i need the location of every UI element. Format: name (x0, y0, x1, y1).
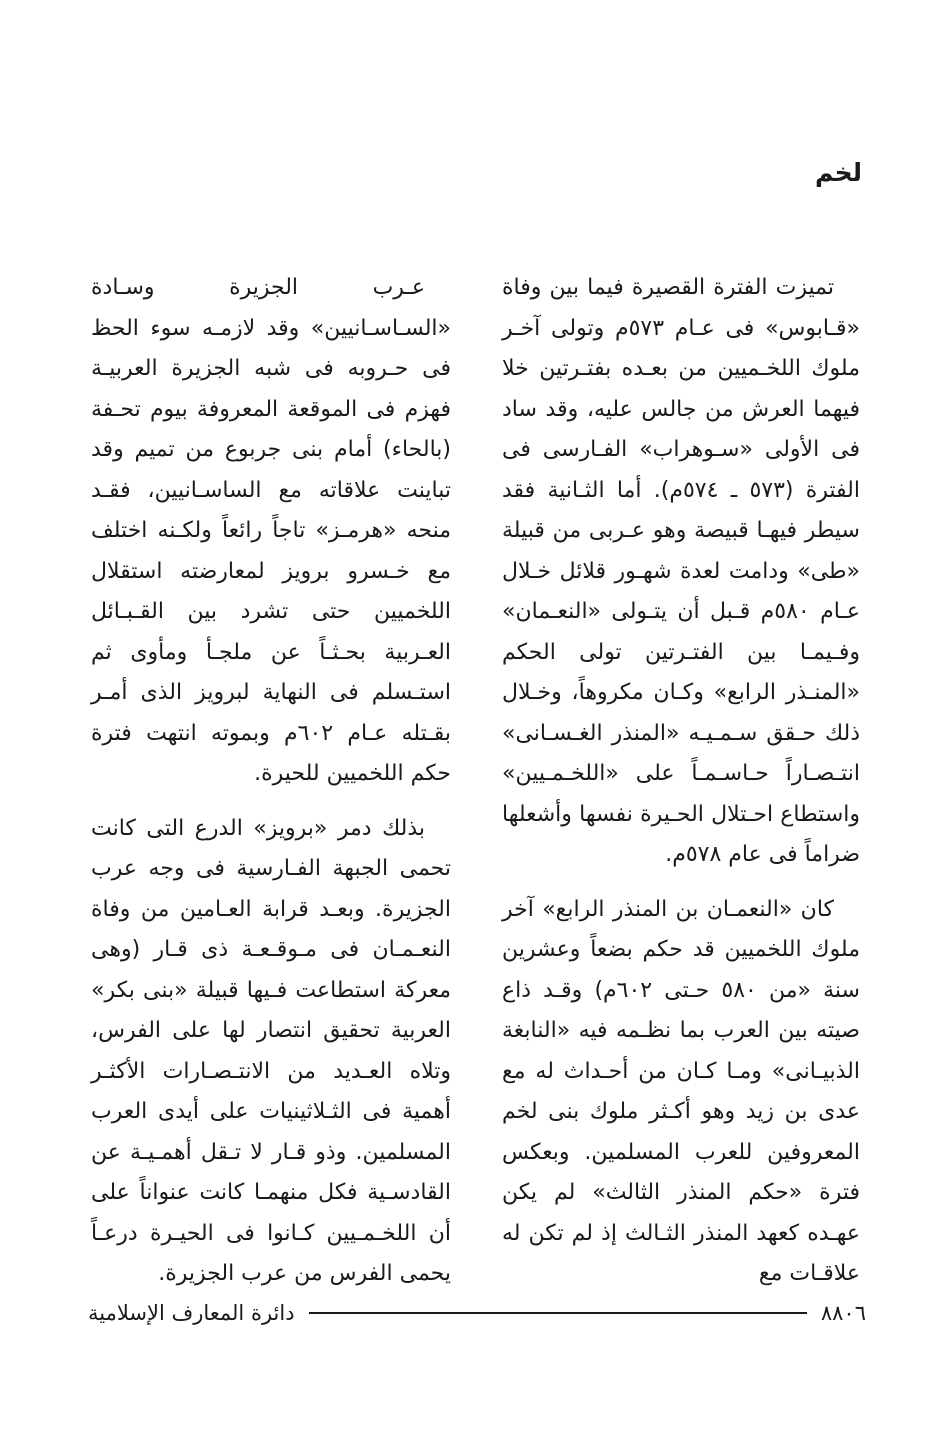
page-number: ٨٨٠٦ (820, 1301, 866, 1325)
page-footer (88, 1295, 866, 1331)
footer-rule (309, 1312, 807, 1314)
publication-title: دائرة المعارف الإسلامية (88, 1301, 295, 1325)
left-column (91, 268, 451, 1309)
paragraph: بذلك دمر «برويز» الدرع التى كانت تحمى الجبهة الفـارسية فى وجه عرب الجزيرة. وبعـد قرابة العـامين من وفاة النعـمـان فى مـوقـعـة ذى قـار (وهى معركة استطاعت فـيها قبيلة «بنى بكر» العربية تحقيق انتصار لها على الفرس، وتلاه العـديد من الانتـصـارات الأكثـر أهمية فى الثـلاثينيات على أيدى العرب المسلمين. وذو قـار لا تـقل أهمـيـة عن القادسـية فكل منهمـا كانت عنواناً على أن اللخـمـيين كـانوا فى الحيـرة درعـاً يحمى الفرس من عرب الجزيرة. (91, 815, 451, 1286)
paragraph: عـرب الجزيرة وسـادة «السـاسـانيين» وقد لازمـه سوء الحظ فى حـروبه فى شبه الجزيرة العربيـة فهزم فى الموقعة المعروفة بيوم تحـفة (بالحاء) أمام بنى جربوع من تميم وقد تباينت علاقاته مع الساسـانيين، فقـد منحه «هرمـز» تاجاً رائعاً ولكـنه اختلف مع خـسرو برويز لمعارضته استقلال اللخميين حتى تشرد بين القـبـائل العـربية بحـثـاً عن ملجـأ ومأوى ثم استـسلم فى النهاية لبرويز الذى أمـر بقـتله عـام ٦٠٢م وبموته انتهت فترة حكم اللخميين للحيرة. (91, 275, 452, 786)
paragraph: كان «النعمـان بن المنذر الرابع» آخر ملوك اللخميين قد حكم بضعاً وعشرين سنة «من ٥٨٠ حـتى ٦٠٢م) وقـد ذاع صيته بين العرب بما نظـمه فيه «النابغة الذبيـانى» ومـا كـان من أحـداث له مع عدى بن زيد وهو أكـثر ملوك بنى لخم المعروفين للعرب المسلمين. وبعكس فترة «حكم المنذر الثالث» لم يكن عهـده كعهد المنذر الثـالث إذ لم تكن له علاقـات مع (502, 896, 860, 1286)
paragraph: تميزت الفترة القصيرة فيما بين وفاة «قـابوس» فى عـام ٥٧٣م وتولى آخـر ملوك اللخـميين من بعـده بفتـرتين خلا فيهما العرش من جالس عليه، وقد ساد فى الأولى «سـوهراب» الفـارسى فى الفترة (٥٧٣ ـ ٥٧٤م). أما الثـانية فقد سيطر فيهـا قبيصة وهو عـربى من قبيلة «طى» ودامت لعدة شهـور قلائل خـلال عـام ٥٨٠م قـبل أن يتـولى «النعـمان» وفـيمـا بين الفتـرتين تولى الحكم «المنـذر الرابع» وكـان مكروهاً، وخـلال ذلك حـقق سـمـيـه «المنذر الغـسـانى» انتـصـاراً حـاسـمـاً على «اللخـمـيين» واستطاع احـتلال الحـيرة نفسها وأشعلها ضراماً فى عام ٥٧٨م. (502, 275, 861, 867)
running-head: لخم (814, 158, 862, 187)
right-column (502, 268, 860, 1309)
